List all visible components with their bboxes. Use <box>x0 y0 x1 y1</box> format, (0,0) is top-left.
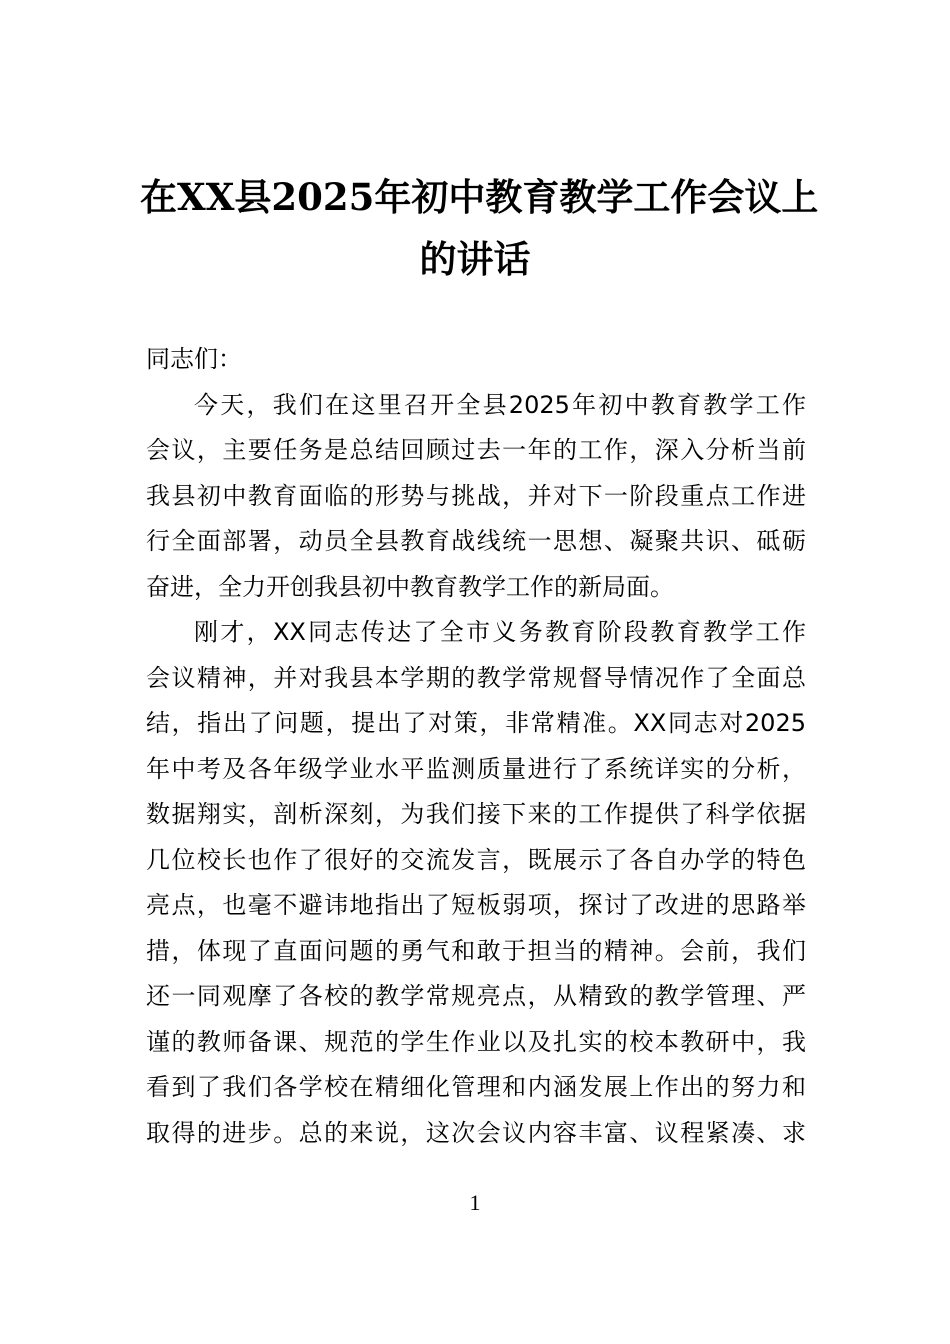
paragraph-2 <box>146 610 806 1156</box>
paragraph-2-line-11: 看到了我们各学校在精细化管理和内涵发展上作出的努力和 <box>146 1073 806 1101</box>
paragraph-1-line-3: 我县初中教育面临的形势与挑战，并对下一阶段重点工作进 <box>146 481 806 510</box>
paragraph-2-line-10: 谨的教师备课、规范的学生作业以及扎实的校本教研中，我 <box>146 1027 806 1056</box>
paragraph-2-line-1: 刚才，XX同志传达了全市义务教育阶段教育教学工作 <box>194 618 806 646</box>
greeting: 同志们： <box>146 345 242 373</box>
paragraph-2-line-3: 结，指出了问题，提出了对策，非常精准。XX同志对2025 <box>146 709 806 737</box>
paragraph-2-line-12: 取得的进步。总的来说，这次会议内容丰富、议程紧凑、求 <box>146 1118 806 1147</box>
paragraph-2-line-9: 还一同观摩了各校的教学常规亮点，从精致的教学管理、严 <box>146 982 806 1010</box>
paragraph-1-line-1: 今天，我们在这里召开全县2025年初中教育教学工作 <box>194 390 806 419</box>
document-title <box>140 166 819 290</box>
title-line-1: 在XX县2025年初中教育教学工作会议上 <box>140 175 819 219</box>
paragraph-2-line-6: 几位校长也作了很好的交流发言，既展示了各自办学的特色 <box>146 845 806 874</box>
title-line-2: 的讲话 <box>419 237 531 281</box>
paragraph-2-line-7: 亮点，也毫不避讳地指出了短板弱项，探讨了改进的思路举 <box>146 891 806 919</box>
document-body <box>146 337 806 1156</box>
paragraph-1-line-4: 行全面部署，动员全县教育战线统一思想、凝聚共识、砥砺 <box>146 527 806 555</box>
paragraph-2-line-4: 年中考及各年级学业水平监测质量进行了系统详实的分析， <box>146 754 806 783</box>
paragraph-1-line-2: 会议，主要任务是总结回顾过去一年的工作，深入分析当前 <box>146 436 806 464</box>
paragraph-2-line-8: 措，体现了直面问题的勇气和敢于担当的精神。会前，我们 <box>146 936 806 965</box>
paragraph-1-line-5: 奋进，全力开创我县初中教育教学工作的新局面。 <box>146 572 674 601</box>
paragraph-2-line-5: 数据翔实，剖析深刻，为我们接下来的工作提供了科学依据 <box>146 800 806 828</box>
paragraph-2-line-2: 会议精神，并对我县本学期的教学常规督导情况作了全面总 <box>146 663 806 692</box>
paragraph-1 <box>146 383 806 611</box>
page-number: 1 <box>469 1190 481 1215</box>
